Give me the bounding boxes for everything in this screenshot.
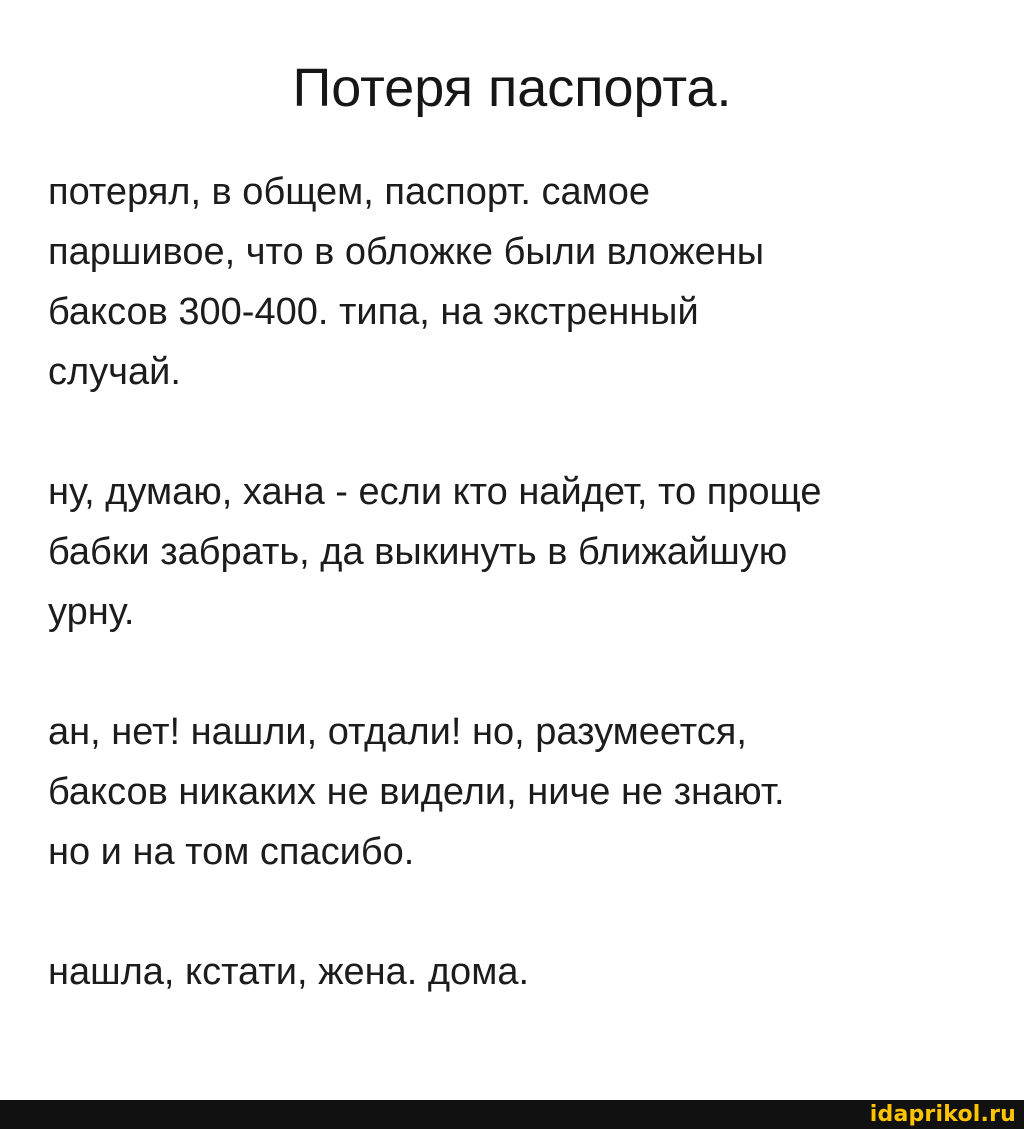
- watermark-link[interactable]: idaprikol.ru: [869, 1102, 1016, 1127]
- paragraph-4: нашла, кстати, жена. дома.: [48, 951, 530, 993]
- paragraph-1: потерял, в общем, паспорт. самое паршивое, что в обложке были вложены баксов 300-400. типа, на экстренный случай.: [48, 171, 765, 393]
- footer-bar: [0, 1100, 1024, 1129]
- post-title: Потеря паспорта.: [292, 58, 732, 118]
- post-body: [48, 162, 988, 1002]
- paragraph-2: ну, думаю, хана - если кто найдет, то проще бабки забрать, да выкинуть в ближайшую урну.: [48, 471, 822, 633]
- paragraph-3: ан, нет! нашли, отдали! но, разумеется, баксов никаких не видели, ниче не знают. но и на том спасибо.: [48, 711, 785, 873]
